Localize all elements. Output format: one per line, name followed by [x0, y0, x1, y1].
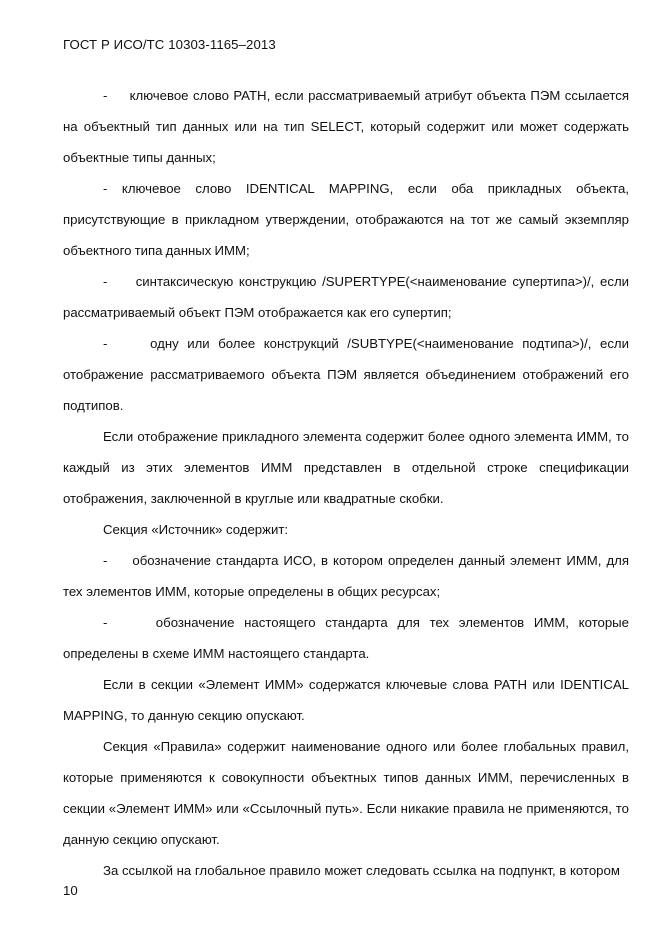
- paragraph-rules-section: Секция «Правила» содержит наименование одного или более глобальных правил, которые применяются к совокупности объектных типов данных ИММ, перечисленных в секции «Элемент ИММ» или «Ссылочный путь». Если никакие правила не применяются, то данную секцию опускают.: [63, 739, 629, 847]
- paragraph-global-rule-reference: За ссылкой на глобальное правило может следовать ссылка на подпункт, в котором: [103, 863, 620, 878]
- paragraph-path-keyword: - ключевое слово PATH, если рассматриваемый атрибут объекта ПЭМ ссылается на объектный тип данных или на тип SELECT, который содержит или может содержать объектные типы данных;: [63, 88, 633, 165]
- paragraph-this-standard: - обозначение настоящего стандарта для тех элементов ИММ, которые определены в схеме ИММ настоящего стандарта.: [63, 615, 633, 661]
- paragraph-identical-mapping: - ключевое слово IDENTICAL MAPPING, если оба прикладных объекта, присутствующие в прикладном утверждении, отображаются на тот же самый экземпляр объектного типа данных ИММ;: [63, 181, 629, 258]
- paragraph-iso-designation: - обозначение стандарта ИСО, в котором определен данный элемент ИММ, для тех элементов ИММ, которые определены в общих ресурсах;: [63, 553, 633, 599]
- body-text: [63, 80, 633, 886]
- paragraph-source-section: Секция «Источник» содержит:: [103, 522, 289, 537]
- page-header: ГОСТ Р ИСО/ТС 10303-1165–2013: [63, 37, 276, 52]
- page-number: 10: [63, 883, 78, 898]
- paragraph-multiple-elements: Если отображение прикладного элемента содержит более одного элемента ИММ, то каждый из этих элементов ИММ представлен в отдельной строке спецификации отображения, заключенной в круглые или квадратные скобки.: [63, 429, 629, 506]
- paragraph-section-omitted: Если в секции «Элемент ИММ» содержатся ключевые слова PATH или IDENTICAL MAPPING, то данную секцию опускают.: [63, 677, 629, 723]
- paragraph-supertype: - синтаксическую конструкцию /SUPERTYPE(<наименование супертипа>)/, если рассматриваемый объект ПЭМ отображается как его супертип;: [63, 274, 633, 320]
- paragraph-subtype: - одну или более конструкций /SUBTYPE(<наименование подтипа>)/, если отображение рассматриваемого объекта ПЭМ является объединением отображений его подтипов.: [63, 336, 633, 413]
